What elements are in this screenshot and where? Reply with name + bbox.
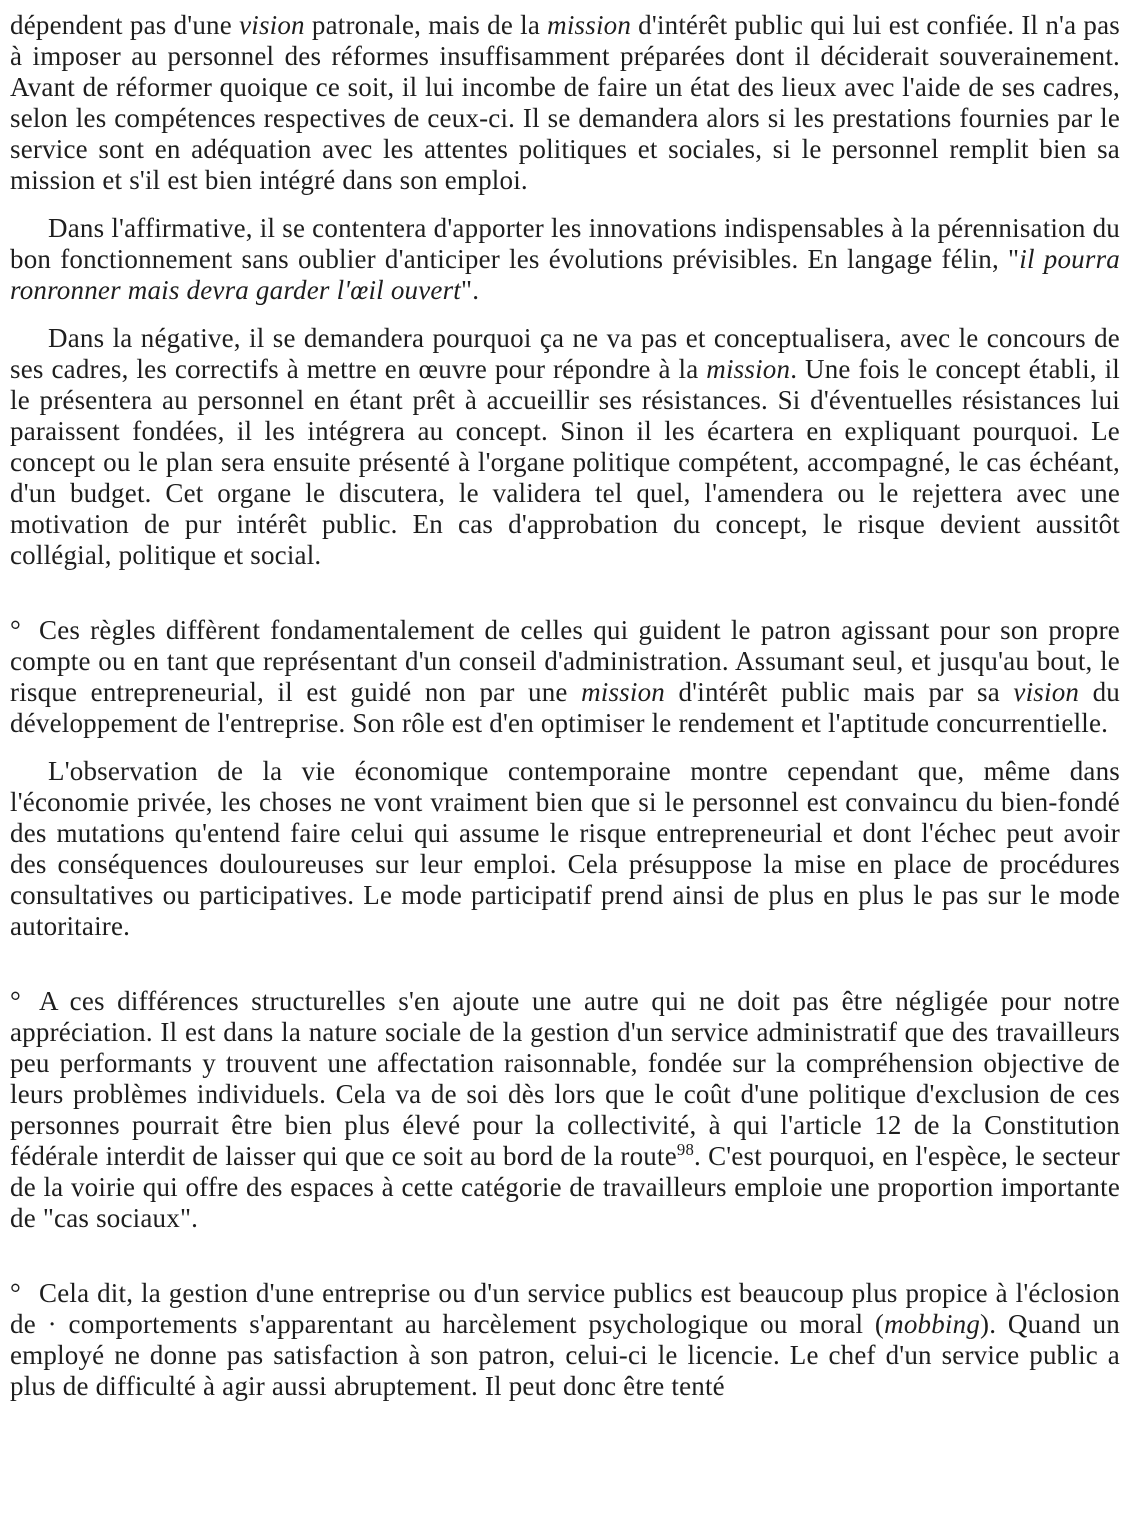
text-run: ". [461, 275, 480, 305]
paragraph [10, 1278, 1120, 1402]
paragraph [10, 213, 1120, 306]
paragraph-marker: ° [10, 615, 21, 645]
paragraph [10, 986, 1120, 1234]
document-body [10, 10, 1120, 1402]
text-run: Dans la négative, il se demandera pourquoi ça ne va pas et conceptualisera, avec le concours de ses cadres, les correctifs à mettre en œuvre pour répondre à la [10, 323, 1120, 384]
text-run: L'observation de la vie économique contemporaine montre cependant que, même dans l'économie privée, les choses ne vont vraiment bien que si le personnel est convaincu du bien-fondé des mutations qu'entend faire celui qui assume le risque entrepreneurial et dont l'échec peut avoir des conséquences douloureuses sur leur emploi. Cela présuppose la mise en place de procédures consultatives ou participatives. Le mode participatif prend ainsi de plus en plus le pas sur le mode autoritaire. [10, 756, 1120, 941]
paragraph-marker: ° [10, 986, 21, 1016]
paragraph-marker: ° [10, 1278, 21, 1308]
text-run: . Une fois le concept établi, il le présentera au personnel en étant prêt à accueillir ses résistances. Si d'éventuelles résistances lui paraissent fondées, il les intégrera au concept. Sinon il les écartera en expliquant pourquoi. Le concept ou le plan sera ensuite présenté à l'organe politique compétent, accompagné, le cas échéant, d'un budget. Cet organe le discutera, le validera tel quel, l'amendera ou le rejettera avec une motivation de pur intérêt public. En cas d'approbation du concept, le risque devient aussitôt collégial, politique et social. [10, 354, 1120, 570]
text-run: dépendent pas d'une [10, 10, 240, 40]
italic-run: mission [547, 10, 632, 40]
text-run: du développement de l'entreprise. Son rôle est d'en optimiser le rendement et l'aptitude concurrentielle. [10, 677, 1120, 738]
paragraph [10, 323, 1120, 571]
text-run: Cela dit, la gestion d'une entreprise ou d'un service publics est beaucoup plus propice à l'éclosion de · comportements s'apparentant au harcèlement psychologique ou moral ( [10, 1278, 1120, 1339]
paragraph [10, 10, 1120, 196]
italic-run: vision [1013, 677, 1080, 707]
text-run: d'intérêt public qui lui est confiée. Il n'a pas à imposer au personnel des réformes insuffisamment préparées dont il déciderait souverainement. Avant de réformer quoique ce soit, il lui incombe de faire un état des lieux avec l'aide de ses cadres, selon les compétences respectives de ceux-ci. Il se demandera alors si les prestations fournies par le service sont en adéquation avec les attentes politiques et sociales, si le personnel remplit bien sa mission et s'il est bien intégré dans son emploi. [10, 10, 1120, 195]
italic-run: vision [239, 10, 305, 40]
text-run: patronale, mais de la [304, 10, 548, 40]
text-run: A ces différences structurelles s'en ajoute une autre qui ne doit pas être négligée pour notre appréciation. Il est dans la nature sociale de la gestion d'un service administratif que des travailleurs peu performants y trouvent une affectation raisonnable, fondée sur la compréhension objective de leurs problèmes individuels. Cela va de soi dès lors que le coût d'une politique d'exclusion de ces personnes pourrait être bien plus élevé pour la collectivité, à qui l'article 12 de la Constitution fédérale interdit de laisser qui que ce soit au bord de la route [10, 986, 1120, 1171]
paragraph [10, 615, 1120, 739]
text-run: Dans l'affirmative, il se contentera d'apporter les innovations indispensables à la pérennisation du bon fonctionnement sans oublier d'anticiper les évolutions prévisibles. En langage félin, " [10, 213, 1120, 274]
italic-run: mission [581, 677, 665, 707]
text-run: d'intérêt public mais par sa [665, 677, 1014, 707]
italic-run: il pourra ronronner mais devra garder l'œil ouvert [10, 244, 1120, 305]
text-run: ). Quand un employé ne donne pas satisfaction à son patron, celui-ci le licencie. Le chef d'un service public a plus de difficulté à agir aussi abruptement. Il peut donc être tenté [10, 1309, 1120, 1401]
italic-run: mission [706, 354, 791, 384]
paragraph [10, 756, 1120, 942]
footnote-reference: 98 [676, 1140, 695, 1159]
italic-run: mobbing [884, 1309, 981, 1339]
text-run: . C'est pourquoi, en l'espèce, le secteur de la voirie qui offre des espaces à cette catégorie de travailleurs emploie une proportion importante de "cas sociaux". [10, 1141, 1120, 1233]
text-run: Ces règles diffèrent fondamentalement de celles qui guident le patron agissant pour son propre compte ou en tant que représentant d'un conseil d'administration. Assumant seul, et jusqu'au bout, le risque entrepreneurial, il est guidé non par une [10, 615, 1120, 707]
